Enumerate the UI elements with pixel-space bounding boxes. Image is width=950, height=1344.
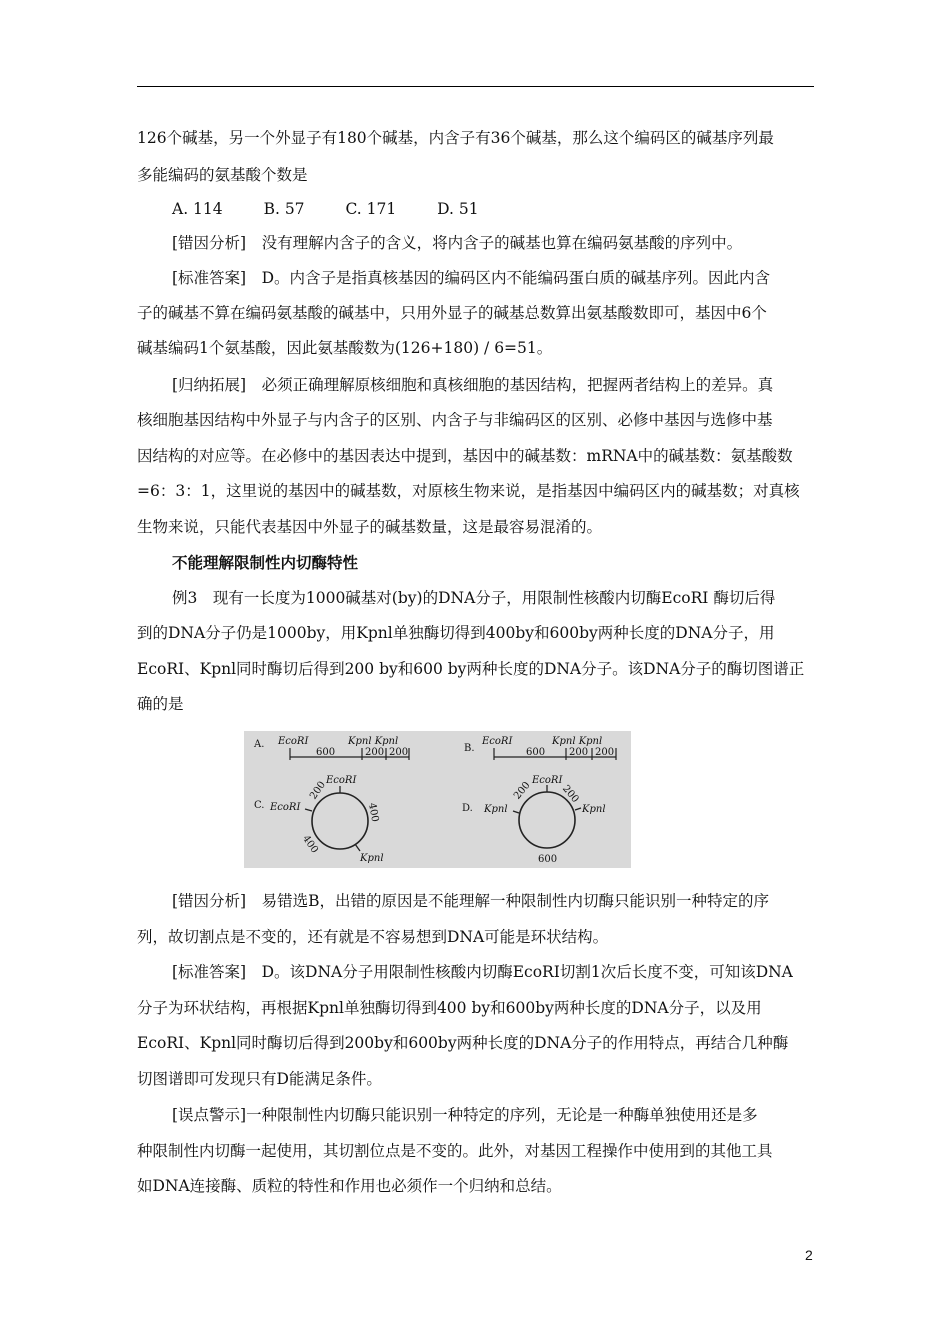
- answer-options: [172, 199, 862, 219]
- example-3-line-3: EcoRI、Kpnl同时酶切后得到200 by和600 by两种长度的DNA分子。该DNA分子的酶切图谱正: [137, 660, 805, 678]
- restriction-map-figure: [244, 731, 631, 868]
- question-line-1: 126个碱基，另一个外显子有180个碱基，内含子有36个碱基，那么这个编码区的碱基序列最: [137, 129, 774, 147]
- error-analysis-1: [错因分析] 没有理解内含子的含义，将内含子的碱基也算在编码氨基酸的序列中。: [172, 234, 743, 252]
- option-c-length-200: 200: [308, 779, 328, 802]
- page-number: 2: [805, 1247, 813, 1263]
- question-line-2: 多能编码的氨基酸个数是: [137, 166, 308, 184]
- extension-line-3: 因结构的对应等。在必修中的基因表达中提到，基因中的碱基数：mRNA中的碱基数：氨基酸数: [137, 447, 793, 465]
- option-b: B. 57: [263, 200, 305, 218]
- standard-answer-2-line-4: 切图谱即可发现只有D能满足条件。: [137, 1070, 382, 1088]
- option-c-length-400-right: 400: [366, 802, 381, 823]
- standard-answer-2-line-1: [标准答案] D。该DNA分子用限制性核酸内切酶EcoRI切割1次后长度不变，可知该DNA: [172, 963, 793, 981]
- error-analysis-2-line-2: 列，故切割点是不变的，还有就是不容易想到DNA可能是环状结构。: [137, 928, 609, 946]
- option-b-length-200-a: 200: [569, 747, 589, 758]
- example-3-line-1: 例3 现有一长度为1000碱基对(by)的DNA分子，用限制性核酸内切酶EcoRI 酶切后得: [172, 589, 776, 607]
- option-a-ecori-label: EcoRI: [278, 736, 309, 747]
- option-b-map: [464, 736, 616, 760]
- option-b-kpn-label: Kpnl Kpnl: [552, 736, 603, 747]
- warning-line-1: [误点警示]一种限制性内切酶只能识别一种特定的序列，无论是一种酶单独使用还是多: [172, 1106, 758, 1124]
- option-a-length-200-a: 200: [365, 747, 385, 758]
- option-c-map: [254, 775, 384, 864]
- option-c-plasmid-circle: [312, 793, 368, 849]
- standard-answer-1-line-1: [标准答案] D。内含子是指真核基因的编码区内不能编码蛋白质的碱基序列。因此内含: [172, 269, 771, 287]
- option-a-length-200-b: 200: [389, 747, 409, 758]
- option-a-letter: A.: [254, 739, 265, 750]
- option-d-plasmid-circle: [519, 792, 575, 848]
- option-b-ecori-label: EcoRI: [482, 736, 513, 747]
- option-d: D. 51: [437, 200, 479, 218]
- option-c: C. 171: [345, 200, 397, 218]
- option-d-length-200-right: 200: [559, 783, 581, 806]
- option-c-ecori-left: EcoRI: [270, 802, 301, 813]
- warning-line-3: 如DNA连接酶、质粒的特性和作用也必须作一个归纳和总结。: [137, 1177, 562, 1195]
- option-a-length-600: 600: [316, 747, 336, 758]
- option-a-map: [253, 736, 409, 760]
- example-3-line-4: 确的是: [137, 695, 184, 713]
- option-b-length-200-b: 200: [595, 747, 615, 758]
- standard-answer-2-line-3: EcoRI、Kpnl同时酶切后得到200by和600by两种长度的DNA分子的作用特点，再结合几种酶: [137, 1034, 789, 1052]
- option-d-length-600: 600: [538, 854, 558, 865]
- extension-line-5: 生物来说，只能代表基因中外显子的碱基数量，这是最容易混淆的。: [137, 518, 603, 536]
- error-analysis-2-line-1: [错因分析] 易错选B，出错的原因是不能理解一种限制性内切酶只能识别一种特定的序: [172, 892, 769, 910]
- header-rule: [137, 86, 814, 87]
- warning-line-2: 种限制性内切酶一起使用，其切割位点是不变的。此外，对基因工程操作中使用到的其他工具: [137, 1142, 773, 1160]
- option-c-kpn-label: Kpnl: [360, 853, 384, 864]
- option-a: A. 114: [172, 200, 223, 218]
- example-3-line-2: 到的DNA分子仍是1000by，用Kpnl单独酶切得到400by和600by两种长度的DNA分子，用: [137, 624, 775, 642]
- option-d-kpn-left: Kpnl: [484, 804, 508, 815]
- standard-answer-1-line-2: 子的碱基不算在编码氨基酸的碱基中，只用外显子的碱基总数算出氨基酸数即可，基因中6个: [137, 304, 767, 322]
- option-c-letter: C.: [254, 800, 265, 811]
- option-b-length-600: 600: [526, 747, 546, 758]
- standard-answer-1-line-3: 碱基编码1个氨基酸，因此氨基酸数为(126+180) / 6=51。: [137, 339, 553, 357]
- option-d-length-200-left: 200: [511, 779, 533, 802]
- option-d-map: [462, 775, 606, 865]
- extension-line-2: 核细胞基因结构中外显子与内含子的区别、内含子与非编码区的区别、必修中基因与选修中基: [137, 411, 773, 429]
- option-b-letter: B.: [464, 743, 475, 754]
- standard-answer-2-line-2: 分子为环状结构，再根据Kpnl单独酶切得到400 by和600by两种长度的DNA分子，以及用: [137, 999, 762, 1017]
- option-d-ecori-label: EcoRI: [532, 775, 563, 786]
- extension-line-1: [归纳拓展] 必须正确理解原核细胞和真核细胞的基因结构，把握两者结构上的差异。真: [172, 376, 774, 394]
- option-c-ecori-top: EcoRI: [326, 775, 357, 786]
- option-d-letter: D.: [462, 803, 473, 814]
- option-d-kpn-right: Kpnl: [582, 804, 606, 815]
- option-a-kpn-label: Kpnl Kpnl: [348, 736, 399, 747]
- extension-line-4: =6：3：1，这里说的基因中的碱基数，对原核生物来说，是指基因中编码区内的碱基数；对真核: [137, 482, 800, 500]
- section-heading: 不能理解限制性内切酶特性: [172, 554, 359, 572]
- option-c-length-400-bottom: 400: [300, 833, 320, 856]
